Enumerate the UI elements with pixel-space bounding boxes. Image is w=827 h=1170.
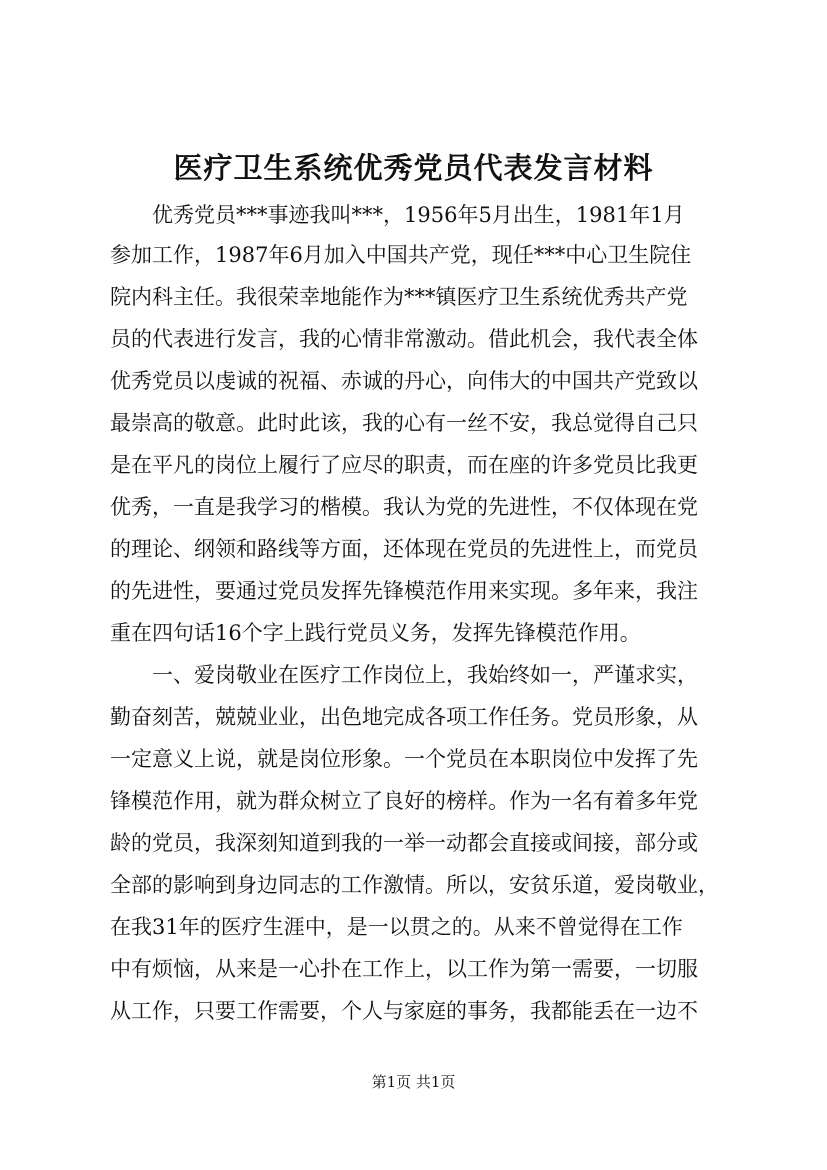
body-line: 是在平凡的岗位上履行了应尽的职责，而在座的许多党员比我更: [110, 453, 698, 477]
body-line: 优秀党员***事迹我叫***，1956年5月出生，1981年1月: [110, 203, 685, 227]
body-line: 优秀党员以虔诚的祝福、赤诚的丹心，向伟大的中国共产党致以: [110, 369, 698, 393]
body-line: 一定意义上说，就是岗位形象。一个党员在本职岗位中发挥了先: [110, 747, 698, 771]
body-line: 勤奋刻苦，兢兢业业，出色地完成各项工作任务。党员形象，从: [110, 705, 698, 729]
body-line: 龄的党员，我深刻知道到我的一举一动都会直接或间接，部分或: [110, 831, 698, 855]
body-line: 员的代表进行发言，我的心情非常激动。借此机会，我代表全体: [110, 327, 698, 351]
body-line: 在我31年的医疗生涯中，是一以贯之的。从来不曾觉得在工作: [110, 915, 683, 939]
document-title: 医疗卫生系统优秀党员代表发言材料: [173, 151, 654, 185]
body-line: 中有烦恼，从来是一心扑在工作上，以工作为第一需要，一切服: [110, 957, 698, 981]
body-line: 重在四句话16个字上践行党员义务，发挥先锋模范作用。: [110, 621, 641, 645]
body-line: 院内科主任。我很荣幸地能作为***镇医疗卫生系统优秀共产党: [110, 285, 688, 309]
body-line: 优秀，一直是我学习的楷模。我认为党的先进性，不仅体现在党: [110, 495, 698, 519]
body-line: 全部的影响到身边同志的工作激情。所以，安贫乐道，爱岗敬业，: [110, 873, 719, 897]
body-line: 一、爱岗敬业在医疗工作岗位上，我始终如一，严谨求实，: [110, 663, 698, 687]
body-line: 从工作，只要工作需要，个人与家庭的事务，我都能丢在一边不: [110, 999, 698, 1023]
body-line: 最崇高的敬意。此时此该，我的心有一丝不安，我总觉得自己只: [110, 411, 698, 435]
body-line: 参加工作，1987年6月加入中国共产党，现任***中心卫生院住: [110, 243, 692, 267]
body-line: 的先进性，要通过党员发挥先锋模范作用来实现。多年来，我注: [110, 579, 698, 603]
body-line: 的理论、纲领和路线等方面，还体现在党员的先进性上，而党员: [110, 537, 698, 561]
page-footer: 第1页 共1页: [371, 1073, 456, 1091]
body-line: 锋模范作用，就为群众树立了良好的榜样。作为一名有着多年党: [110, 789, 698, 813]
